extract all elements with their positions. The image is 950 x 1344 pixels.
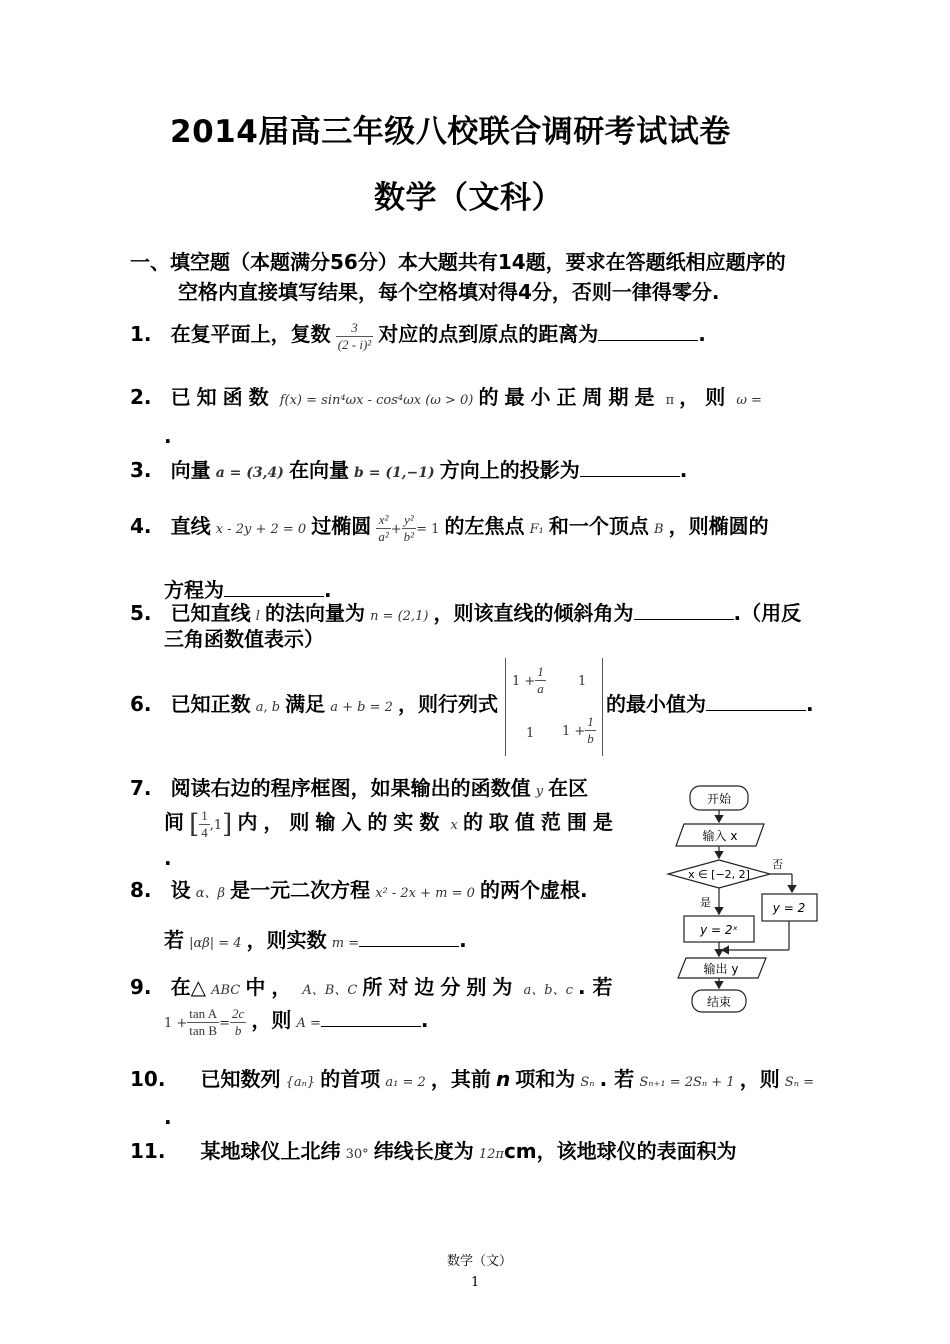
answer-dot: . [164, 846, 172, 870]
question-6-tail: 的最小值为 . [606, 692, 814, 716]
footer-subject: 数学（文） [447, 1254, 513, 1269]
question-11: 11. 某地球仪上北纬 30° 纬线长度为 12πcm，该地球仪的表面积为 [130, 1139, 737, 1163]
question-9: 9. 在△ ABC 中， A、B、C 所对边分别为 a、b、c . 若 [130, 975, 613, 999]
flowchart-decision-label: x ∈ [−2, 2] [688, 868, 750, 881]
flowchart-no-label: 否 [772, 858, 783, 871]
answer-blank[interactable] [580, 458, 680, 477]
question-8-line2: 若 |αβ| = 4 ，则实数 m = . [164, 928, 467, 952]
normal-vector: n = (2,1) [370, 609, 429, 624]
complex-fraction: $\frac{3}{\text{(2 - i)²}}$ [337, 320, 372, 352]
page-subtitle: 数学（文科） [374, 180, 563, 216]
question-6: 6. 已知正数 a, b 满足 a + b = 2 ，则行列式 [130, 692, 498, 716]
answer-blank[interactable] [706, 692, 806, 711]
vector-a: a = (3,4) [215, 465, 284, 481]
flowchart-no-box-label: y = 2 [772, 901, 806, 915]
answer-blank[interactable] [598, 322, 698, 341]
question-1: 1. 在复平面上，复数 $\frac{3}{\text{(2 - i)²}}$ 对应的点到原点的距离为 . [130, 320, 706, 352]
question-8: 8. 设 α、β 是一元二次方程 x² - 2x + m = 0 的两个虚根. [130, 878, 588, 902]
function-expression: f(x) = sin⁴ωx - cos⁴ωx (ω > 0) [279, 393, 474, 408]
question-7: 7. 阅读右边的程序框图，如果输出的函数值 y 在区 [130, 776, 589, 800]
question-2: 2. 已知函数 f(x) = sin⁴ωx - cos⁴ωx (ω > 0) 的最小正周期是 π ，则 ω = [130, 385, 762, 409]
flowchart-output-label: 输出 y [703, 962, 739, 976]
flowchart-yes-box-label: y = 2ˣ [700, 923, 738, 937]
question-3: 3. 向量 a = (3,4) 在向量 b = (1,−1) 方向上的投影为 . [130, 458, 688, 482]
question-9-line2: 1 + $\frac{\text{tan A}}{\text{tan B}}$ = $\frac{2c}{b}$ ，则 A = . [164, 1006, 429, 1038]
answer-blank[interactable] [321, 1008, 421, 1027]
program-flowchart [660, 778, 850, 1018]
flowchart-end-label: 结束 [706, 995, 732, 1009]
answer-blank[interactable] [634, 601, 734, 620]
question-4-line2: 方程为 . [164, 578, 332, 602]
determinant: 1 + $\frac{1}{a}$ 1 1 1 + $\frac{1}{b}$ [505, 658, 603, 756]
line-equation: x - 2y + 2 = 0 [215, 522, 307, 537]
answer-dot: . [164, 424, 172, 448]
page-title: 2014届高三年级八校联合调研考试试卷 [170, 114, 731, 150]
section-instructions-line1: 一、填空题（本题满分56分）本大题共有14题，要求在答题纸相应题序的 [130, 250, 786, 274]
question-5-line2: 三角函数值表示） [164, 627, 324, 651]
question-number: 1. [130, 322, 152, 346]
vector-b: b = (1,−1) [354, 465, 435, 481]
answer-blank[interactable] [224, 578, 324, 597]
answer-dot: . [164, 1105, 172, 1129]
flowchart-input-label: 输入 x [702, 829, 738, 843]
answer-blank[interactable] [359, 928, 459, 947]
question-7-line2: 间 [ $\frac{1}{4}$ ,1] 内，则输入的实数 x 的取值范围是 [164, 808, 619, 840]
section-instructions-line2: 空格内直接填写结果，每个空格填对得4分，否则一律得零分. [178, 280, 720, 304]
question-5: 5. 已知直线 l 的法向量为 n = (2,1) ，则该直线的倾斜角为 .（用反 [130, 601, 802, 625]
page-number: 1 [471, 1275, 480, 1290]
flowchart-yes-label: 是 [700, 896, 711, 909]
flowchart-start-label: 开始 [706, 792, 732, 806]
question-10: 10. 已知数列 {aₙ} 的首项 a₁ = 2 ，其前 n 项和为 Sₙ . 若 Sₙ₊₁ = 2Sₙ + 1 ，则 Sₙ = [130, 1067, 814, 1091]
question-4: 4. 直线 x - 2y + 2 = 0 过椭圆 $\frac{\text{x²}}{\text{a²}}$ + $\frac{\text{y²}}{\text{b²}}$ = 1 的左焦点 F₁ 和一个顶点 B ，则椭圆的 [130, 512, 769, 544]
